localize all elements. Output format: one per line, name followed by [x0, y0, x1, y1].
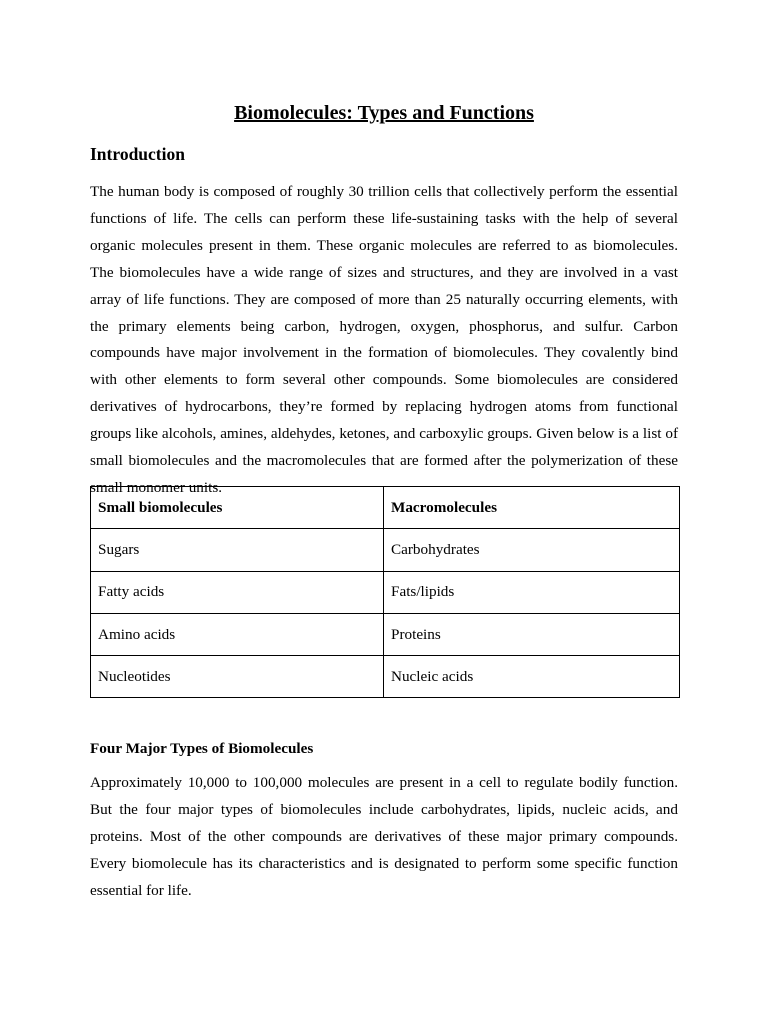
table-cell: Fats/lipids	[384, 571, 680, 613]
introduction-paragraph: The human body is composed of roughly 30 trillion cells that collectively perform the essential functions of life. The cells can perform these life-sustaining tasks with the help of several organic molecules present in them. These organic molecules are referred to as biomolecules. The biomolecules have a wide range of sizes and structures, and they are involved in a vast array of life functions. They are composed of more than 25 naturally occurring elements, with the primary elements being carbon, hydrogen, oxygen, phosphorus, and sulfur. Carbon compounds have major involvement in the formation of biomolecules. They covalently bind with other elements to form several other compounds. Some biomolecules are considered derivatives of hydrocarbons, they’re formed by replacing hydrogen atoms from functional groups like alcohols, amines, aldehydes, ketones, and carboxylic groups. Given below is a list of small biomolecules and the macromolecules that are formed after the polymerization of these small monomer units.	[90, 183, 678, 496]
biomolecule-table	[90, 486, 680, 698]
table-header-cell: Macromolecules	[384, 487, 680, 529]
section-heading-introduction: Introduction	[90, 144, 185, 164]
table-row	[91, 613, 680, 655]
table-row	[91, 656, 680, 698]
table-cell: Fatty acids	[91, 571, 384, 613]
section-heading-four-major-types: Four Major Types of Biomolecules	[90, 740, 314, 757]
table-cell: Nucleotides	[91, 656, 384, 698]
four-major-types-paragraph: Approximately 10,000 to 100,000 molecules are present in a cell to regulate bodily function. But the four major types of biomolecules include carbohydrates, lipids, nucleic acids, and proteins. Most of the other compounds are derivatives of these major primary compounds. Every biomolecule has its characteristics and is designated to perform some specific function essential for life.	[90, 774, 678, 899]
table-cell: Carbohydrates	[384, 529, 680, 571]
table-cell: Amino acids	[91, 613, 384, 655]
table-header-cell: Small biomolecules	[91, 487, 384, 529]
table-cell: Nucleic acids	[384, 656, 680, 698]
table-cell: Proteins	[384, 613, 680, 655]
table-row	[91, 571, 680, 613]
table-row	[91, 529, 680, 571]
table-header-row	[91, 487, 680, 529]
document-title: Biomolecules: Types and Functions	[234, 102, 534, 124]
table-cell: Sugars	[91, 529, 384, 571]
biomolecule-table-container	[90, 486, 679, 698]
